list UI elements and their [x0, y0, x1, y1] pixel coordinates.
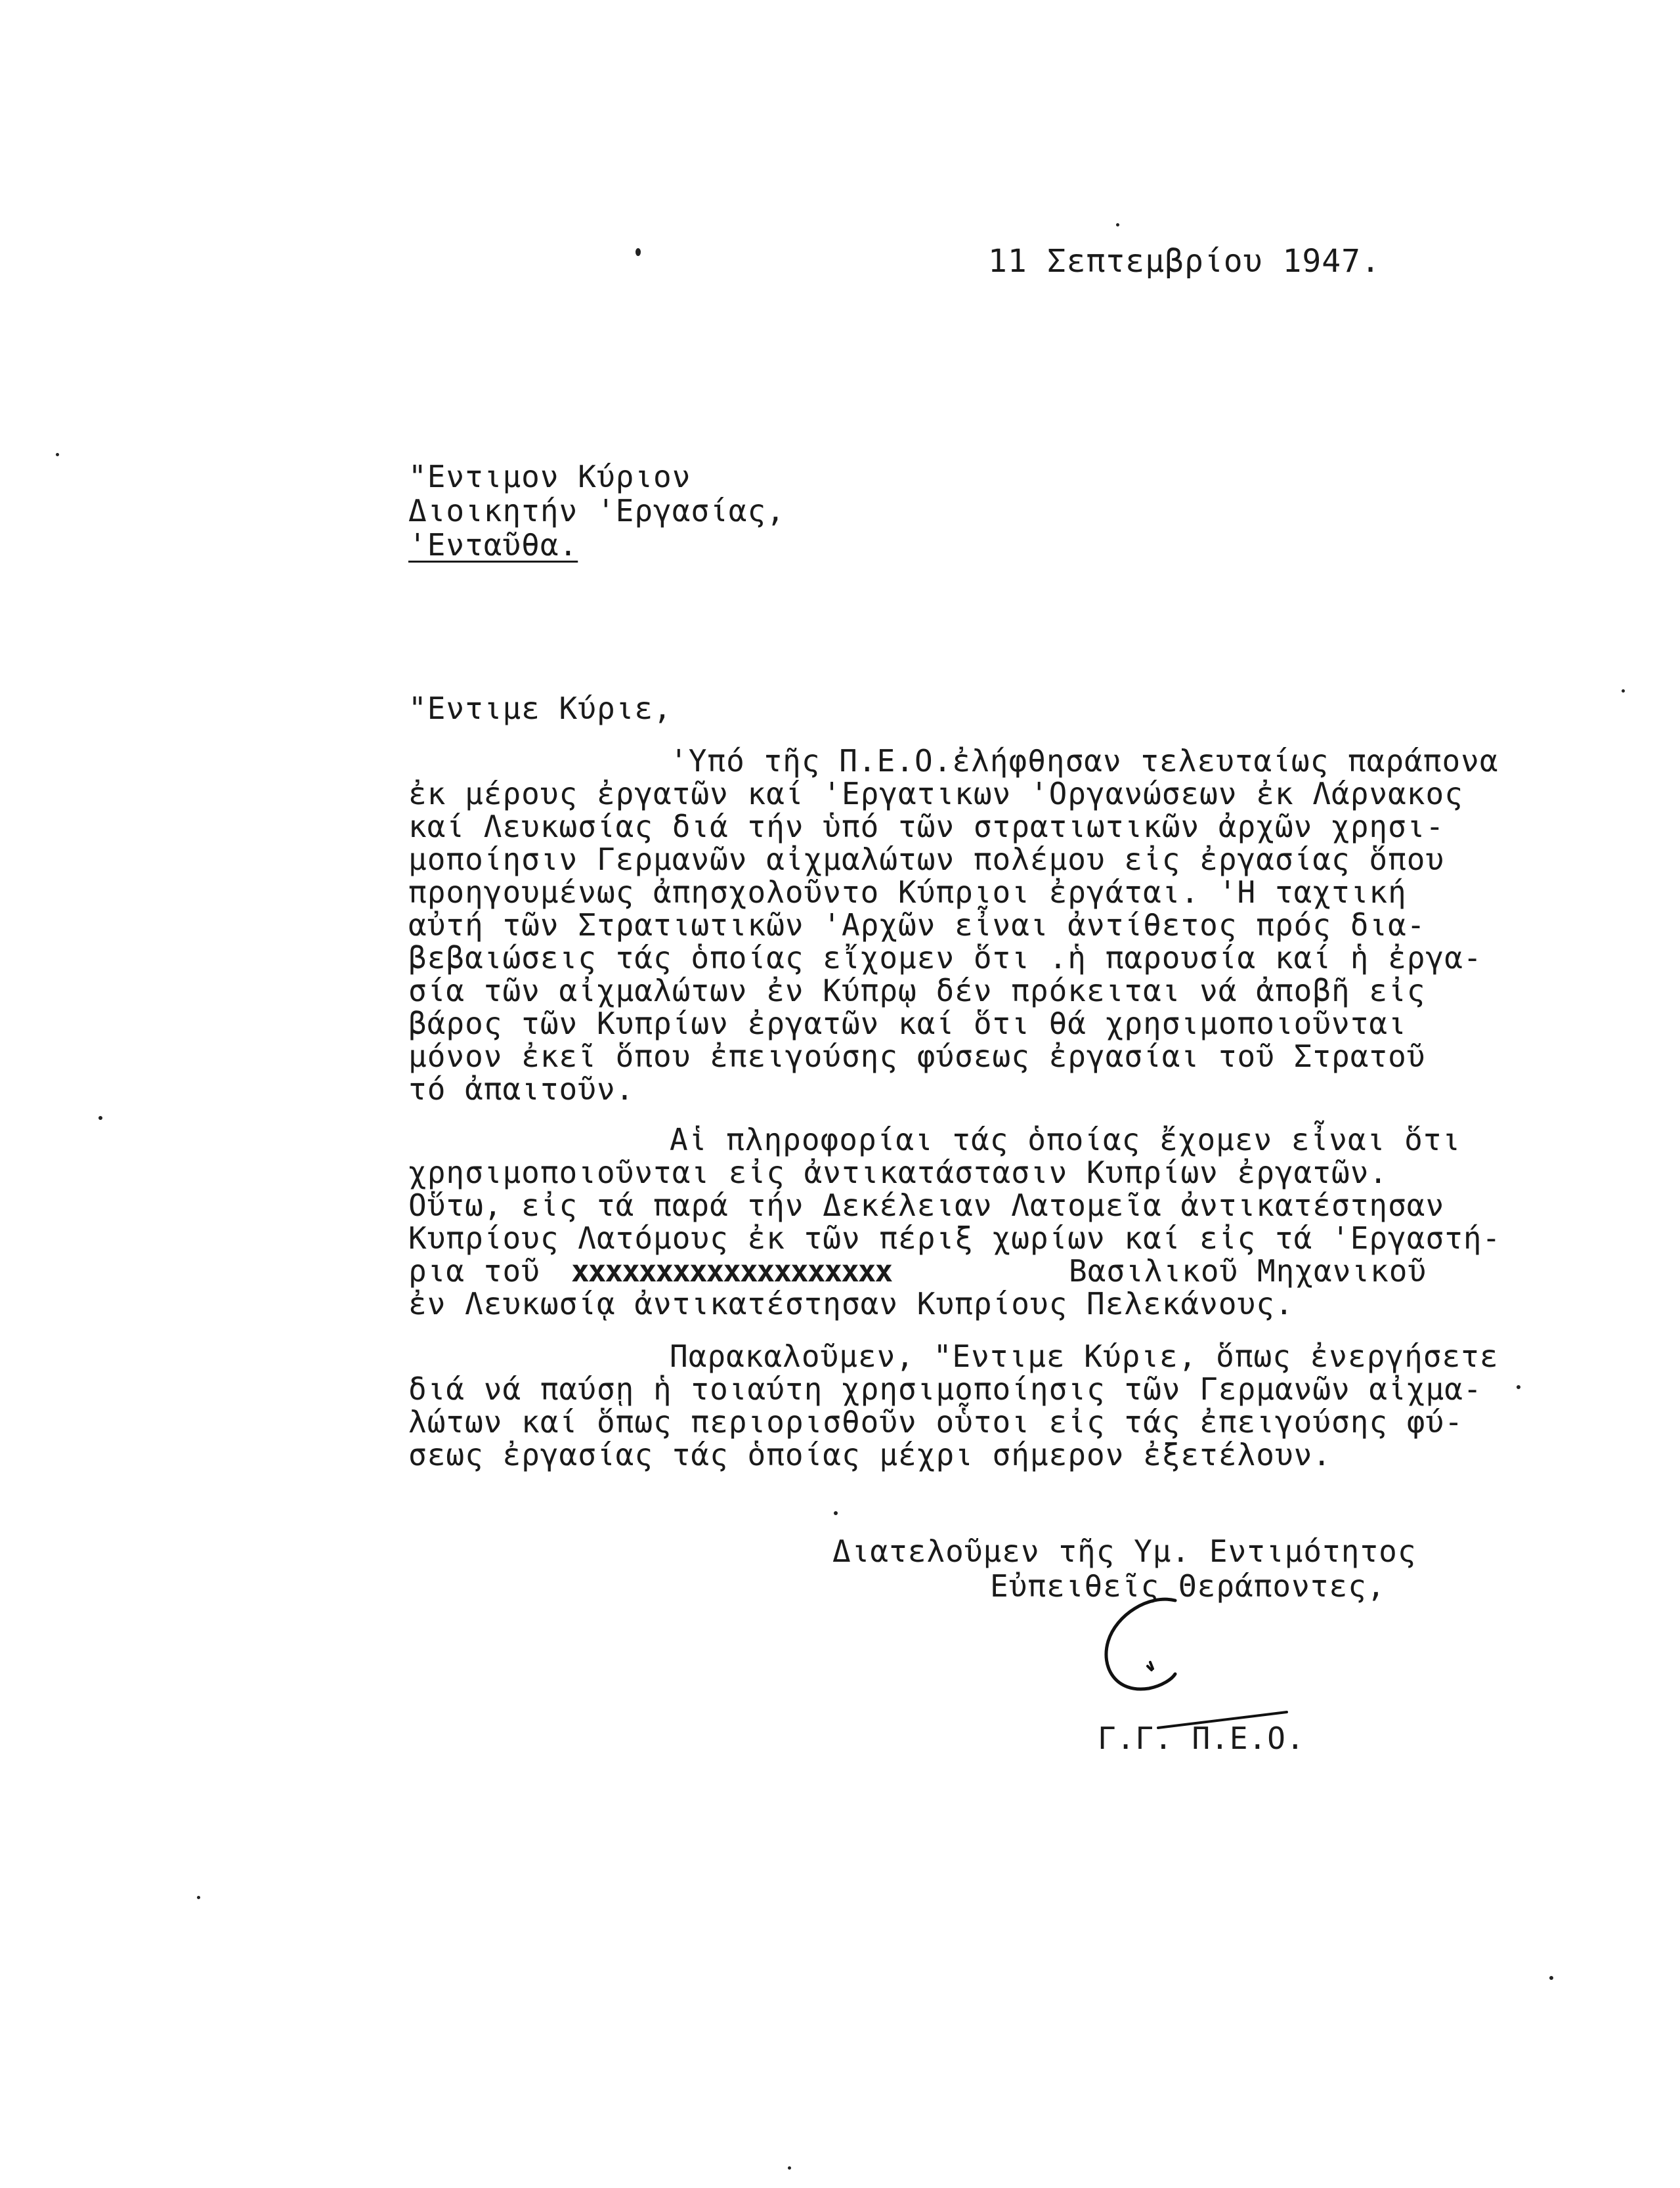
strikeout-text: xxxxxxxxxxxxxxxxxxx	[571, 1253, 892, 1289]
p1-line: καί Λευκωσίας διά τήν ὑπό τῶν στρατιωτικῶν ἀρχῶν χρησι-	[408, 809, 1445, 844]
p3-line: λώτων καί ὅπως περιορισθοῦν οὗτοι εἰς τάς ἐπειγούσης φύ-	[408, 1404, 1463, 1440]
p2-line: Οὕτω, εἰς τά παρά τήν Δεκέλειαν Λατομεῖα ἀντικατέστησαν	[408, 1188, 1445, 1223]
scan-speck	[1549, 1976, 1553, 1980]
p1-line: σία τῶν αἰχμαλώτων ἐν Κύπρῳ δέν πρόκειται νά ἀποβῆ εἰς	[408, 973, 1426, 1008]
p1-line: 'Υπό τῆς Π.Ε.Ο.ἐλήφθησαν τελευταίως παράπονα	[670, 743, 1499, 779]
p1-line: μοποίησιν Γερμανῶν αἰχμαλώτων πολέμου εἰς ἐργασίας ὅπου	[408, 842, 1445, 877]
p3-line: σεως ἐργασίας τάς ὁποίας μέχρι σήμερον ἐξετέλουν.	[408, 1437, 1332, 1472]
scan-speck	[197, 1896, 200, 1899]
scan-speck	[635, 248, 641, 256]
p1-line: βεβαιώσεις τάς ὁποίας εἴχομεν ὅτι .ἡ παρουσία καί ἡ ἐργα-	[408, 940, 1482, 976]
p1-line: βάρος τῶν Κυπρίων ἐργατῶν καί ὅτι θά χρησιμοποιοῦνται	[408, 1006, 1407, 1041]
p1-line: ἐκ μέρους ἐργατῶν καί 'Εργατικων 'Οργανώσεων ἐκ Λάρνακος	[408, 776, 1463, 811]
scan-speck	[834, 1511, 838, 1515]
scan-speck	[1622, 689, 1625, 693]
recipient-line-2: Διοικητήν 'Εργασίας,	[408, 493, 785, 528]
salutation: "Εντιμε Κύριε,	[408, 691, 672, 726]
signature-stroke	[1155, 1707, 1293, 1733]
scan-speck	[788, 2166, 791, 2170]
p1-line: αὐτή τῶν Στρατιωτικῶν 'Αρχῶν εἶναι ἀντίθετος πρός δια-	[408, 907, 1426, 943]
handwritten-signature	[1077, 1589, 1234, 1707]
p2-line: ἐν Λευκωσίᾳ ἀντικατέστησαν Κυπρίους Πελεκάνους.	[408, 1286, 1294, 1321]
p3-line: διά νά παύσῃ ἡ τοιαύτη χρησιμοποίησις τῶν Γερμανῶν αἰχμα-	[408, 1371, 1482, 1407]
p1-line: μόνον ἐκεῖ ὅπου ἐπειγούσης φύσεως ἐργασίαι τοῦ Στρατοῦ	[408, 1039, 1426, 1074]
scan-speck	[1116, 223, 1119, 226]
closing-line-2: Εὐπειθεῖς Θεράποντες,	[990, 1568, 1386, 1604]
p2-line: Κυπρίους Λατόμους ἐκ τῶν πέριξ χωρίων καί εἰς τά 'Εργαστή-	[408, 1220, 1501, 1256]
closing-line-1: Διατελοῦμεν τῆς Υμ. Εντιμότητος	[832, 1534, 1417, 1569]
p2-line: Αἱ πληροφορίαι τάς ὁποίας ἔχομεν εἶναι ὅτι	[670, 1122, 1461, 1157]
p2-line-start: ρια τοῦ	[408, 1253, 540, 1289]
recipient-line-3: 'Ενταῦθα.	[408, 527, 578, 563]
p2-line-end: Βασιλικοῦ Μηχανικοῦ	[1069, 1253, 1427, 1289]
signatory: Γ.Γ. Π.Ε.Ο.	[1098, 1721, 1305, 1756]
p1-line: προηγουμένως ἀπησχολοῦντο Κύπριοι ἐργάται. 'Η ταχτική	[408, 874, 1407, 910]
recipient-line-1: "Εντιμον Κύριον	[408, 459, 691, 494]
p2-line: χρησιμοποιοῦνται εἰς ἀντικατάστασιν Κυπρίων ἐργατῶν.	[408, 1155, 1389, 1190]
p3-line: Παρακαλοῦμεν, "Εντιμε Κύριε, ὅπως ἐνεργήσετε	[670, 1339, 1499, 1374]
scan-speck	[1517, 1385, 1520, 1389]
scan-speck	[56, 453, 59, 456]
letter-date: 11 Σεπτεμβρίου 1947.	[988, 243, 1381, 280]
scan-speck	[98, 1116, 102, 1120]
p1-line: τό ἀπαιτοῦν.	[408, 1071, 635, 1107]
